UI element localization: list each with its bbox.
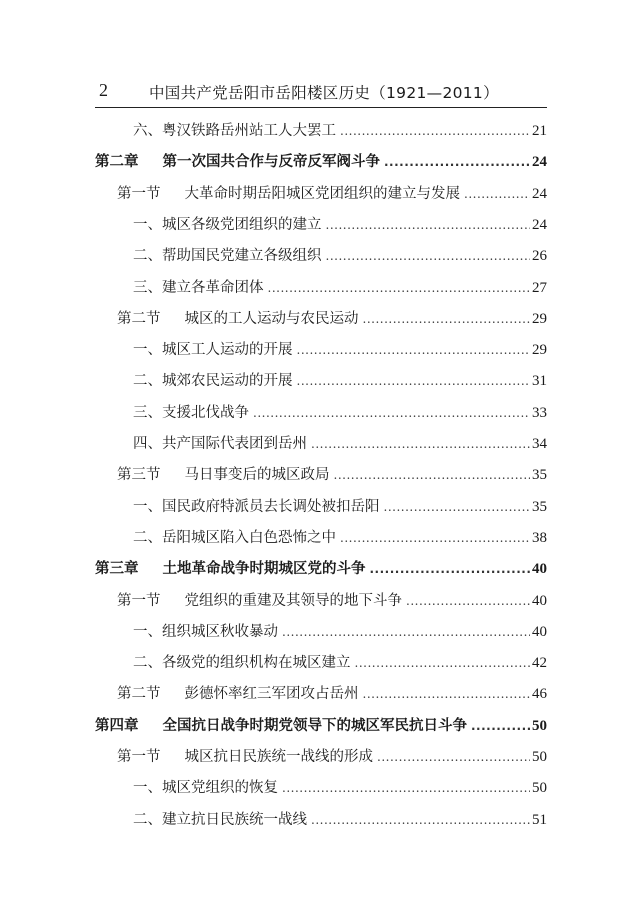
- toc-entry-title: 第一次国共合作与反帝反军阀斗争: [162, 154, 380, 171]
- toc-page-number: 27: [532, 279, 547, 296]
- toc-entry-title: 全国抗日战争时期党领导下的城区军民抗日斗争: [162, 717, 467, 734]
- toc-leader-dots: [406, 594, 530, 608]
- toc-page-number: 51: [532, 811, 547, 828]
- toc-entry-title: 二、建立抗日民族统一战线: [133, 811, 307, 828]
- toc-entry-item: [133, 526, 547, 550]
- toc-entry-title: 二、帮助国民党建立各级组织: [133, 248, 322, 265]
- toc-leader-dots: [464, 187, 530, 201]
- toc-entry-number: 第二章: [95, 154, 139, 171]
- toc-entry-title: 六、粤汉铁路岳州站工人大罢工: [133, 123, 336, 139]
- toc-page-number: 38: [532, 529, 547, 546]
- toc-page-number: 50: [532, 780, 547, 797]
- toc-leader-dots: [384, 500, 531, 514]
- toc-entry-item: [133, 495, 547, 519]
- toc-leader-dots: [471, 719, 530, 733]
- toc-entry-label: [95, 714, 467, 735]
- toc-page-number: 46: [532, 686, 547, 703]
- toc-entry-label: [117, 182, 460, 203]
- toc-leader-dots: [268, 281, 531, 295]
- toc-entry-label: [95, 150, 380, 171]
- toc-entry-item: [133, 432, 547, 456]
- toc-entry-title: 党组织的重建及其领导的地下斗争: [184, 592, 402, 609]
- book-title: 中国共产党岳阳市岳阳楼区历史（1921—2011）: [149, 84, 499, 102]
- toc-leader-dots: [282, 625, 530, 639]
- toc-entry-number: 第二节: [117, 686, 161, 703]
- toc-entry-label: [117, 307, 359, 328]
- toc-entry-label: [133, 244, 322, 265]
- toc-page-number: 40: [532, 561, 547, 578]
- toc-page-number: 24: [532, 216, 547, 233]
- toc-entry-item: [133, 119, 547, 143]
- toc-page-number: 34: [532, 436, 547, 452]
- toc-entry-section: [117, 682, 547, 706]
- toc-entry-label: [133, 620, 278, 641]
- toc-entry-item: [133, 369, 547, 393]
- toc-entry-section: [117, 307, 547, 331]
- toc-entry-number: 第一节: [117, 749, 161, 765]
- toc-entry-item: [133, 808, 547, 832]
- toc-entry-section: [117, 463, 547, 487]
- toc-page-number: 29: [532, 342, 547, 359]
- toc-entry-item: [133, 244, 547, 268]
- toc-leader-dots: [326, 249, 531, 263]
- toc-leader-dots: [363, 687, 531, 701]
- toc-entry-label: [133, 495, 380, 516]
- toc-entry-chapter: [95, 150, 547, 174]
- toc-entry-label: [133, 276, 264, 297]
- toc-entry-label: [133, 401, 249, 422]
- toc-entry-title: 四、共产国际代表团到岳州: [133, 436, 307, 452]
- toc-page-number: 31: [532, 373, 547, 390]
- toc-entry-number: 第二节: [117, 310, 161, 327]
- toc-entry-label: [133, 526, 336, 547]
- toc-leader-dots: [363, 312, 531, 326]
- toc-page-number: 50: [532, 749, 547, 765]
- toc-entry-label: [133, 808, 307, 829]
- toc-entry-section: [117, 182, 547, 206]
- toc-page-number: 24: [532, 154, 547, 171]
- toc-entry-item: [133, 213, 547, 237]
- toc-entry-title: 一、城区工人运动的开展: [133, 342, 293, 359]
- toc-entry-title: 一、国民政府特派员去长调处被扣岳阳: [133, 498, 380, 515]
- toc-leader-dots: [334, 468, 531, 482]
- page-number: 2: [99, 80, 108, 100]
- toc-entry-number: 第四章: [95, 717, 139, 734]
- toc-entry-section: [117, 589, 547, 613]
- toc-entry-title: 二、岳阳城区陷入白色恐怖之中: [133, 529, 336, 546]
- toc-leader-dots: [297, 374, 531, 388]
- toc-page-number: 33: [532, 404, 547, 421]
- toc-entry-label: [133, 119, 336, 140]
- toc-entry-title: 三、建立各革命团体: [133, 279, 264, 296]
- toc-page-number: 42: [532, 655, 547, 672]
- toc-leader-dots: [253, 406, 530, 420]
- toc-entry-title: 城区抗日民族统一战线的形成: [184, 749, 373, 765]
- toc-entry-chapter: [95, 557, 547, 581]
- toc-entry-label: [133, 651, 351, 672]
- toc-entry-label: [117, 745, 373, 766]
- toc-leader-dots: [384, 155, 530, 169]
- toc-page-number: 35: [532, 467, 547, 484]
- toc-page-number: 26: [532, 248, 547, 265]
- toc-leader-dots: [282, 781, 530, 795]
- toc-entry-title: 大革命时期岳阳城区党团组织的建立与发展: [184, 185, 460, 202]
- toc-page-number: 21: [532, 123, 547, 139]
- toc-leader-dots: [311, 813, 530, 827]
- toc-entry-title: 二、城郊农民运动的开展: [133, 373, 293, 390]
- toc-page-number: 40: [532, 623, 547, 640]
- toc-entry-label: [117, 682, 359, 703]
- toc-entry-item: [133, 776, 547, 800]
- toc-entry-title: 城区的工人运动与农民运动: [184, 310, 359, 327]
- toc-entry-label: [133, 369, 293, 390]
- toc-entry-number: 第一节: [117, 185, 161, 202]
- toc-entry-number: 第三节: [117, 467, 161, 484]
- toc-entry-label: [117, 589, 402, 610]
- toc-entry-item: [133, 620, 547, 644]
- toc-page-number: 40: [532, 592, 547, 609]
- toc-page-number: 50: [532, 717, 547, 734]
- toc-entry-item: [133, 401, 547, 425]
- toc-entry-title: 二、各级党的组织机构在城区建立: [133, 655, 351, 672]
- toc-page-number: 35: [532, 498, 547, 515]
- toc-entry-number: 第一节: [117, 592, 161, 609]
- toc-entry-label: [95, 557, 366, 578]
- toc-leader-dots: [340, 531, 530, 545]
- toc-page-number: 24: [532, 185, 547, 202]
- toc-leader-dots: [297, 343, 531, 357]
- toc-entry-section: [117, 745, 547, 769]
- toc-entry-title: 马日事变后的城区政局: [184, 467, 330, 484]
- toc-entry-item: [133, 651, 547, 675]
- toc-entry-label: [133, 213, 322, 234]
- toc-leader-dots: [377, 750, 530, 764]
- toc-entry-title: 一、组织城区秋收暴动: [133, 623, 278, 640]
- toc-entry-title: 三、支援北伐战争: [133, 404, 249, 421]
- header-rule: [95, 107, 547, 108]
- toc-entry-label: [133, 432, 307, 453]
- toc-leader-dots: [311, 437, 530, 451]
- toc-entry-title: 彭德怀率红三军团攻占岳州: [184, 686, 359, 703]
- toc-leader-dots: [370, 562, 531, 576]
- toc-leader-dots: [326, 218, 531, 232]
- toc-leader-dots: [355, 656, 531, 670]
- toc-leader-dots: [340, 124, 530, 138]
- toc-entry-label: [133, 338, 293, 359]
- toc-entry-chapter: [95, 714, 547, 738]
- toc-entry-item: [133, 338, 547, 362]
- toc-entry-item: [133, 276, 547, 300]
- toc-entry-title: 一、城区各级党团组织的建立: [133, 216, 322, 233]
- page-header: [95, 78, 547, 108]
- toc-entry-label: [133, 776, 278, 797]
- toc-entry-title: 土地革命战争时期城区党的斗争: [162, 561, 366, 578]
- toc-entry-title: 一、城区党组织的恢复: [133, 780, 278, 797]
- toc-page-number: 29: [532, 310, 547, 327]
- toc-entry-label: [117, 463, 330, 484]
- toc-entry-number: 第三章: [95, 561, 139, 578]
